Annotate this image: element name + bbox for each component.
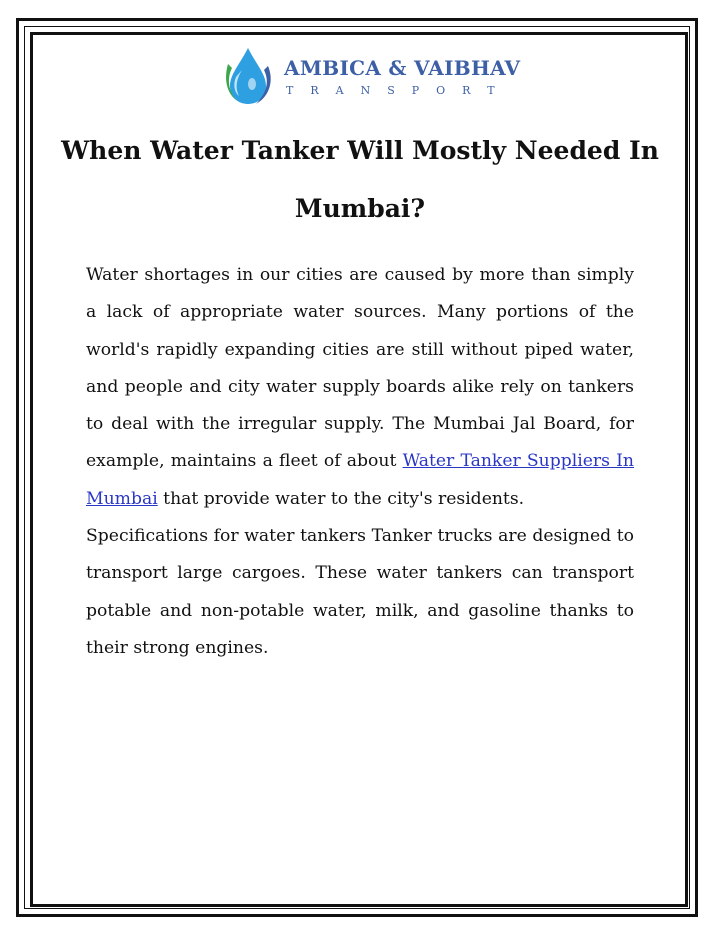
paragraph-1-text-start: Water shortages in our cities are caused by more than simply a lack of appropriate water sources. Many portions of the world's rapidly expanding cities are still without piped water, and people and city water supply boards alike rely on tankers to deal with the irregular supply. The Mumbai Jal Board, for example, maintains a fleet of about (86, 265, 634, 472)
company-subtitle: TRANSPORT (286, 84, 512, 97)
water-tanker-suppliers-link[interactable]: Water Tanker Suppliers In Mumbai (86, 451, 634, 509)
paragraph-1-text-end: that provide water to the city's residents. (157, 488, 525, 509)
company-logo (222, 44, 522, 108)
company-name: AMBICA & VAIBHAV (284, 56, 521, 80)
water-drop-icon (222, 44, 274, 108)
paragraph-2: Specifications for water tankers Tanker trucks are designed to transport large cargoes. These water tankers can transport potable and non-potable water, milk, and gasoline thanks to their strong engines. (86, 526, 634, 658)
page-title: When Water Tanker Will Mostly Needed In Mumbai? (61, 136, 659, 223)
paragraph-1 (86, 257, 634, 518)
article-body (86, 257, 634, 667)
